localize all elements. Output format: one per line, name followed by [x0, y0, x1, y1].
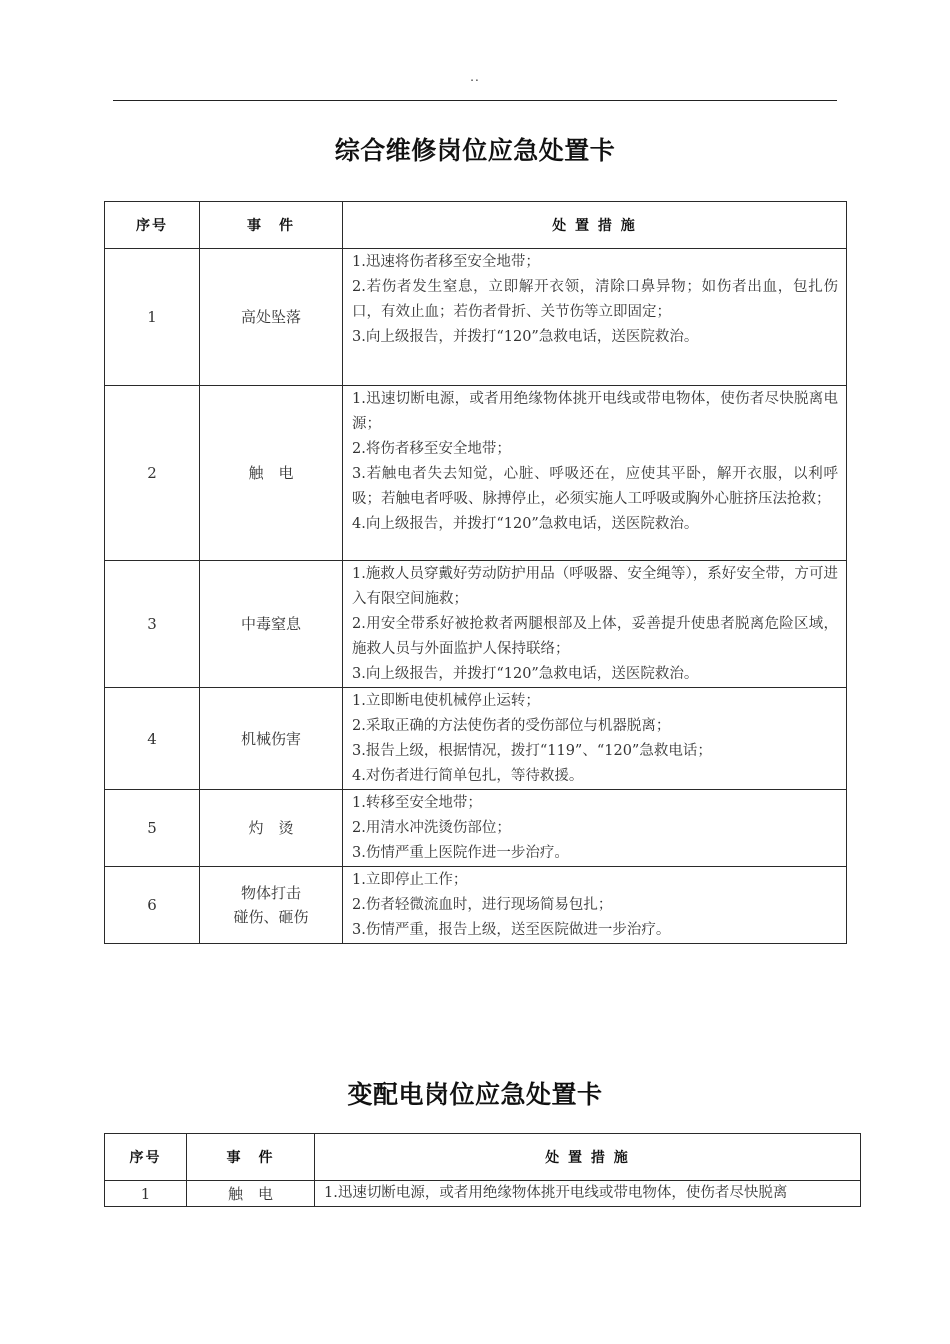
row-event — [200, 561, 343, 688]
row-number: 4 — [105, 688, 200, 790]
event-line: 高处坠落 — [240, 308, 301, 326]
event-line: 触 电 — [227, 1184, 273, 1203]
table-header-row — [105, 202, 847, 249]
measure-item: 3.伤情严重，报告上级，送至医院做进一步治疗。 — [352, 922, 671, 938]
measure-item: 2.用清水冲洗烫伤部位； — [352, 820, 511, 836]
row-number: 6 — [105, 867, 200, 944]
measure-item: 1.迅速切断电源，或者用绝缘物体挑开电线或带电物体，使伤者尽快脱离电源； — [352, 391, 838, 432]
measure-item: 4.对伤者进行简单包扎，等待救援。 — [352, 768, 584, 784]
row-number: 5 — [105, 790, 200, 867]
event-line: 触 电 — [248, 464, 294, 482]
column-header-event: 事 件 — [200, 202, 343, 249]
row-measures — [343, 688, 847, 790]
row-measures — [315, 1181, 861, 1207]
column-header-num: 序号 — [105, 202, 200, 249]
row-measures — [343, 249, 847, 386]
row-event — [187, 1181, 315, 1207]
measure-item: 3.伤情严重上医院作进一步治疗。 — [352, 845, 569, 861]
row-event — [200, 249, 343, 386]
row-number: 1 — [105, 1181, 187, 1207]
column-header-measures: 处 置 措 施 — [315, 1134, 861, 1181]
event-line: 中毒窒息 — [240, 615, 301, 633]
measure-item: 2.将伤者移至安全地带； — [352, 441, 511, 457]
table-row — [105, 249, 847, 386]
emergency-table-substation — [104, 1133, 861, 1207]
row-event — [200, 386, 343, 561]
table-row — [105, 688, 847, 790]
measure-item: 1.迅速切断电源，或者用绝缘物体挑开电线或带电物体，使伤者尽快脱离 — [324, 1185, 788, 1201]
event-line: 机械伤害 — [240, 729, 301, 748]
row-measures — [343, 386, 847, 561]
measure-item: 2.用安全带系好被抢救者两腿根部及上体，妥善提升使患者脱离危险区域，施救人员与外面监护人保持联络； — [352, 616, 838, 657]
page-header-mark: .. — [470, 70, 480, 84]
table-row — [105, 790, 847, 867]
measure-item: 1.迅速将伤者移至安全地带； — [352, 254, 540, 270]
table-row — [105, 867, 847, 944]
row-number: 1 — [105, 249, 200, 386]
row-measures — [343, 867, 847, 944]
event-line: 碰伤、砸伤 — [233, 908, 309, 926]
measure-item: 3.向上级报告，并拨打“120”急救电话，送医院救治。 — [352, 666, 699, 682]
table-header-row — [105, 1134, 861, 1181]
measure-item: 1.立即停止工作； — [352, 872, 468, 888]
row-measures — [343, 561, 847, 688]
measure-item: 3.报告上级，根据情况，拨打“119”、“120”急救电话； — [352, 743, 712, 759]
table-row — [105, 1181, 861, 1207]
measure-item: 1.立即断电使机械停止运转； — [352, 693, 540, 709]
measure-item: 2.伤者轻微流血时，进行现场简易包扎； — [352, 897, 613, 913]
card-title-maintenance: 综合维修岗位应急处置卡 — [334, 136, 616, 165]
row-event — [200, 790, 343, 867]
measure-item: 2.若伤者发生窒息，立即解开衣领，清除口鼻异物；如伤者出血，包扎伤口，有效止血；若伤者骨折、关节伤等立即固定； — [352, 279, 838, 320]
row-measures — [343, 790, 847, 867]
row-event — [200, 688, 343, 790]
header-divider — [113, 100, 837, 101]
event-line: 物体打击 — [240, 884, 301, 902]
row-event — [200, 867, 343, 944]
measure-item: 1.施救人员穿戴好劳动防护用品（呼吸器、安全绳等），系好安全带，方可进入有限空间施救； — [352, 566, 838, 607]
card-title-substation: 变配电岗位应急处置卡 — [347, 1080, 603, 1109]
measure-item: 1.转移至安全地带； — [352, 795, 482, 811]
column-header-event: 事 件 — [187, 1134, 315, 1181]
emergency-table-maintenance — [104, 201, 847, 944]
row-number: 3 — [105, 561, 200, 688]
measure-item: 2.采取正确的方法使伤者的受伤部位与机器脱离； — [352, 718, 671, 734]
column-header-measures: 处 置 措 施 — [343, 202, 847, 249]
table-row — [105, 386, 847, 561]
table-row — [105, 561, 847, 688]
measure-item: 3.若触电者失去知觉，心脏、呼吸还在，应使其平卧，解开衣服，以利呼吸；若触电者呼吸、脉搏停止，必须实施人工呼吸或胸外心脏挤压法抢救； — [352, 466, 838, 507]
row-number: 2 — [105, 386, 200, 561]
event-line: 灼 烫 — [248, 819, 294, 837]
measure-item: 4.向上级报告，并拨打“120”急救电话，送医院救治。 — [352, 516, 699, 532]
column-header-num: 序号 — [105, 1134, 187, 1181]
measure-item: 3.向上级报告，并拨打“120”急救电话，送医院救治。 — [352, 329, 699, 345]
